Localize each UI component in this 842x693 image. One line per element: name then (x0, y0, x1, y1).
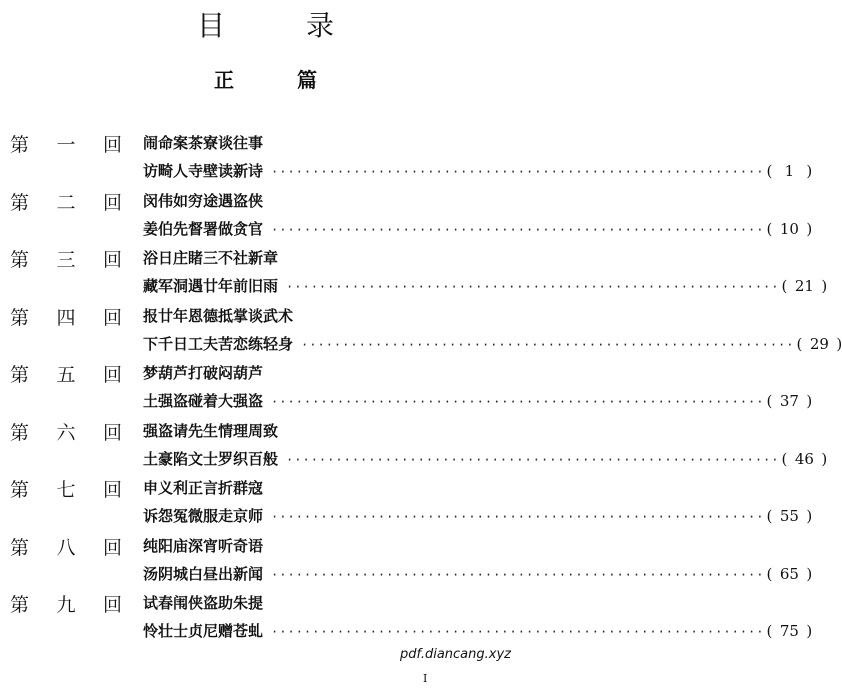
chapter-number-part: 二 (56, 191, 76, 214)
page-reference (797, 335, 842, 353)
page-value: 10 (779, 219, 799, 238)
chapter-number (10, 360, 122, 387)
leader-dots: ···························································· (286, 452, 780, 467)
open-paren: ( (766, 564, 773, 583)
leader-dots: ···························································· (301, 337, 795, 352)
page-value: 75 (779, 622, 799, 640)
close-paren: ) (821, 449, 828, 468)
page-reference (782, 277, 828, 295)
page-value: 65 (779, 564, 799, 583)
leader-dots: ···························································· (286, 280, 780, 294)
chapter-title-line-1: 浴日庄睹三不社新章 (143, 249, 279, 267)
toc-entry[interactable] (0, 243, 828, 301)
page-reference (767, 565, 813, 583)
chapter-number (10, 533, 122, 560)
page-reference (782, 450, 828, 468)
chapter-title-line-1: 试春闱侠盗助朱提 (143, 594, 264, 612)
chapter-number (10, 475, 122, 502)
chapter-title-line-2-text: 下千日工夫苦恋练轻身 (143, 334, 294, 353)
chapter-number-part: 第 (10, 364, 30, 386)
leader-dots: ···························································· (271, 567, 765, 582)
chapter-number (10, 188, 122, 215)
page-value: 1 (784, 162, 795, 180)
chapter-title-line-2-text: 汤阴城白昼出新闻 (143, 564, 264, 583)
chapter-title-line-1: 闵伟如穷途遇盗侠 (143, 191, 264, 210)
chapter-number-part: 第 (10, 134, 30, 156)
chapter-number (10, 418, 122, 445)
page-title: 目 录 (197, 9, 370, 42)
page-reference (767, 507, 813, 525)
page-value: 37 (779, 392, 799, 410)
toc-entry[interactable] (0, 301, 842, 359)
chapter-number (10, 130, 122, 157)
chapter-number-part: 第 (10, 594, 30, 616)
page-reference (767, 162, 813, 180)
chapter-number-part: 回 (102, 134, 122, 156)
chapter-number-part: 回 (102, 479, 122, 501)
close-paren: ) (806, 162, 813, 180)
watermark: pdf.diancang.xyz (399, 647, 511, 662)
page-value: 46 (794, 449, 814, 468)
chapter-number-part: 第 (10, 306, 30, 329)
page-value: 21 (794, 277, 814, 295)
close-paren: ) (836, 334, 842, 353)
chapter-title-line-2 (143, 333, 842, 354)
page-reference (767, 220, 813, 238)
chapter-title-line-2-text: 访畸人寺壁读新诗 (143, 162, 264, 180)
chapter-title-line-2 (143, 275, 828, 296)
chapter-title-line-2 (143, 505, 813, 526)
toc-entry[interactable] (0, 128, 813, 186)
toc-entry[interactable] (0, 588, 813, 646)
open-paren: ( (766, 507, 773, 525)
chapter-number-part: 一 (56, 134, 76, 156)
leader-dots: ···························································· (271, 222, 765, 237)
toc-entry[interactable] (0, 358, 813, 416)
page-value: 55 (779, 507, 799, 525)
leader-dots: ···························································· (271, 395, 765, 409)
chapter-title-line-2-text: 怜壮士贞尼赠苍虬 (143, 622, 264, 640)
chapter-number-part: 三 (56, 249, 76, 271)
toc-entry[interactable] (0, 473, 813, 531)
leader-dots: ···························································· (271, 165, 765, 179)
chapter-number-part: 七 (56, 479, 76, 501)
chapter-title-line-1: 报廿年恩德抵掌谈武术 (143, 306, 294, 325)
chapter-number-part: 回 (102, 249, 122, 271)
chapter-title-line-2 (143, 448, 828, 469)
chapter-number-part: 第 (10, 421, 30, 444)
close-paren: ) (806, 219, 813, 238)
chapter-title-line-1: 闹命案茶寮谈往事 (143, 134, 264, 152)
chapter-number-part: 第 (10, 191, 30, 214)
close-paren: ) (806, 392, 813, 410)
chapter-number-part: 四 (56, 306, 76, 329)
close-paren: ) (806, 622, 813, 640)
toc-entry[interactable] (0, 531, 813, 589)
chapter-number-part: 回 (102, 364, 122, 386)
chapter-title-line-2-text: 姜伯先督署做贪官 (143, 219, 264, 238)
chapter-number-part: 五 (56, 364, 76, 386)
chapter-title-line-2 (143, 563, 813, 584)
leader-dots: ···························································· (271, 510, 765, 524)
chapter-title-line-1: 强盗请先生情理周致 (143, 421, 279, 440)
chapter-number-part: 回 (102, 191, 122, 214)
chapter-title-line-2-text: 藏军洞遇廿年前旧雨 (143, 277, 279, 295)
page-reference (767, 622, 813, 640)
chapter-number (10, 245, 122, 272)
chapter-title-line-2 (143, 218, 813, 239)
close-paren: ) (806, 507, 813, 525)
chapter-title-line-2-text: 土豪陷文士罗织百般 (143, 449, 279, 468)
chapter-number-part: 九 (56, 594, 76, 616)
open-paren: ( (766, 392, 773, 410)
page-reference (767, 392, 813, 410)
chapter-title-line-2-text: 诉怨冤微服走京师 (143, 507, 264, 525)
page-number: I (423, 672, 428, 685)
open-paren: ( (781, 277, 788, 295)
chapter-title-line-2-text: 土强盗碰着大强盗 (143, 392, 264, 410)
table-of-contents (0, 128, 842, 646)
chapter-number-part: 第 (10, 536, 30, 559)
open-paren: ( (781, 449, 788, 468)
chapter-title-line-2 (143, 390, 813, 411)
close-paren: ) (806, 564, 813, 583)
leader-dots: ···························································· (271, 625, 765, 639)
chapter-title-line-1: 纯阳庙深宵听奇语 (143, 536, 264, 555)
chapter-number (10, 303, 122, 330)
page-value: 29 (809, 334, 829, 353)
open-paren: ( (796, 334, 803, 353)
chapter-number-part: 回 (102, 421, 122, 444)
chapter-title-line-1: 梦葫芦打破闷葫芦 (143, 364, 264, 382)
open-paren: ( (766, 622, 773, 640)
chapter-title-line-2 (143, 620, 813, 641)
open-paren: ( (766, 219, 773, 238)
chapter-title-line-1: 申义利正言折群寇 (143, 479, 264, 497)
toc-entry[interactable] (0, 416, 828, 474)
chapter-title-line-2 (143, 160, 813, 181)
chapter-number-part: 回 (102, 306, 122, 329)
open-paren: ( (766, 162, 773, 180)
chapter-number-part: 回 (102, 594, 122, 616)
close-paren: ) (821, 277, 828, 295)
section-heading: 正 篇 (214, 68, 345, 92)
chapter-number-part: 六 (56, 421, 76, 444)
toc-entry[interactable] (0, 186, 813, 244)
chapter-number-part: 第 (10, 479, 30, 501)
chapter-number-part: 八 (56, 536, 76, 559)
chapter-number (10, 590, 122, 617)
chapter-number-part: 回 (102, 536, 122, 559)
chapter-number-part: 第 (10, 249, 30, 271)
